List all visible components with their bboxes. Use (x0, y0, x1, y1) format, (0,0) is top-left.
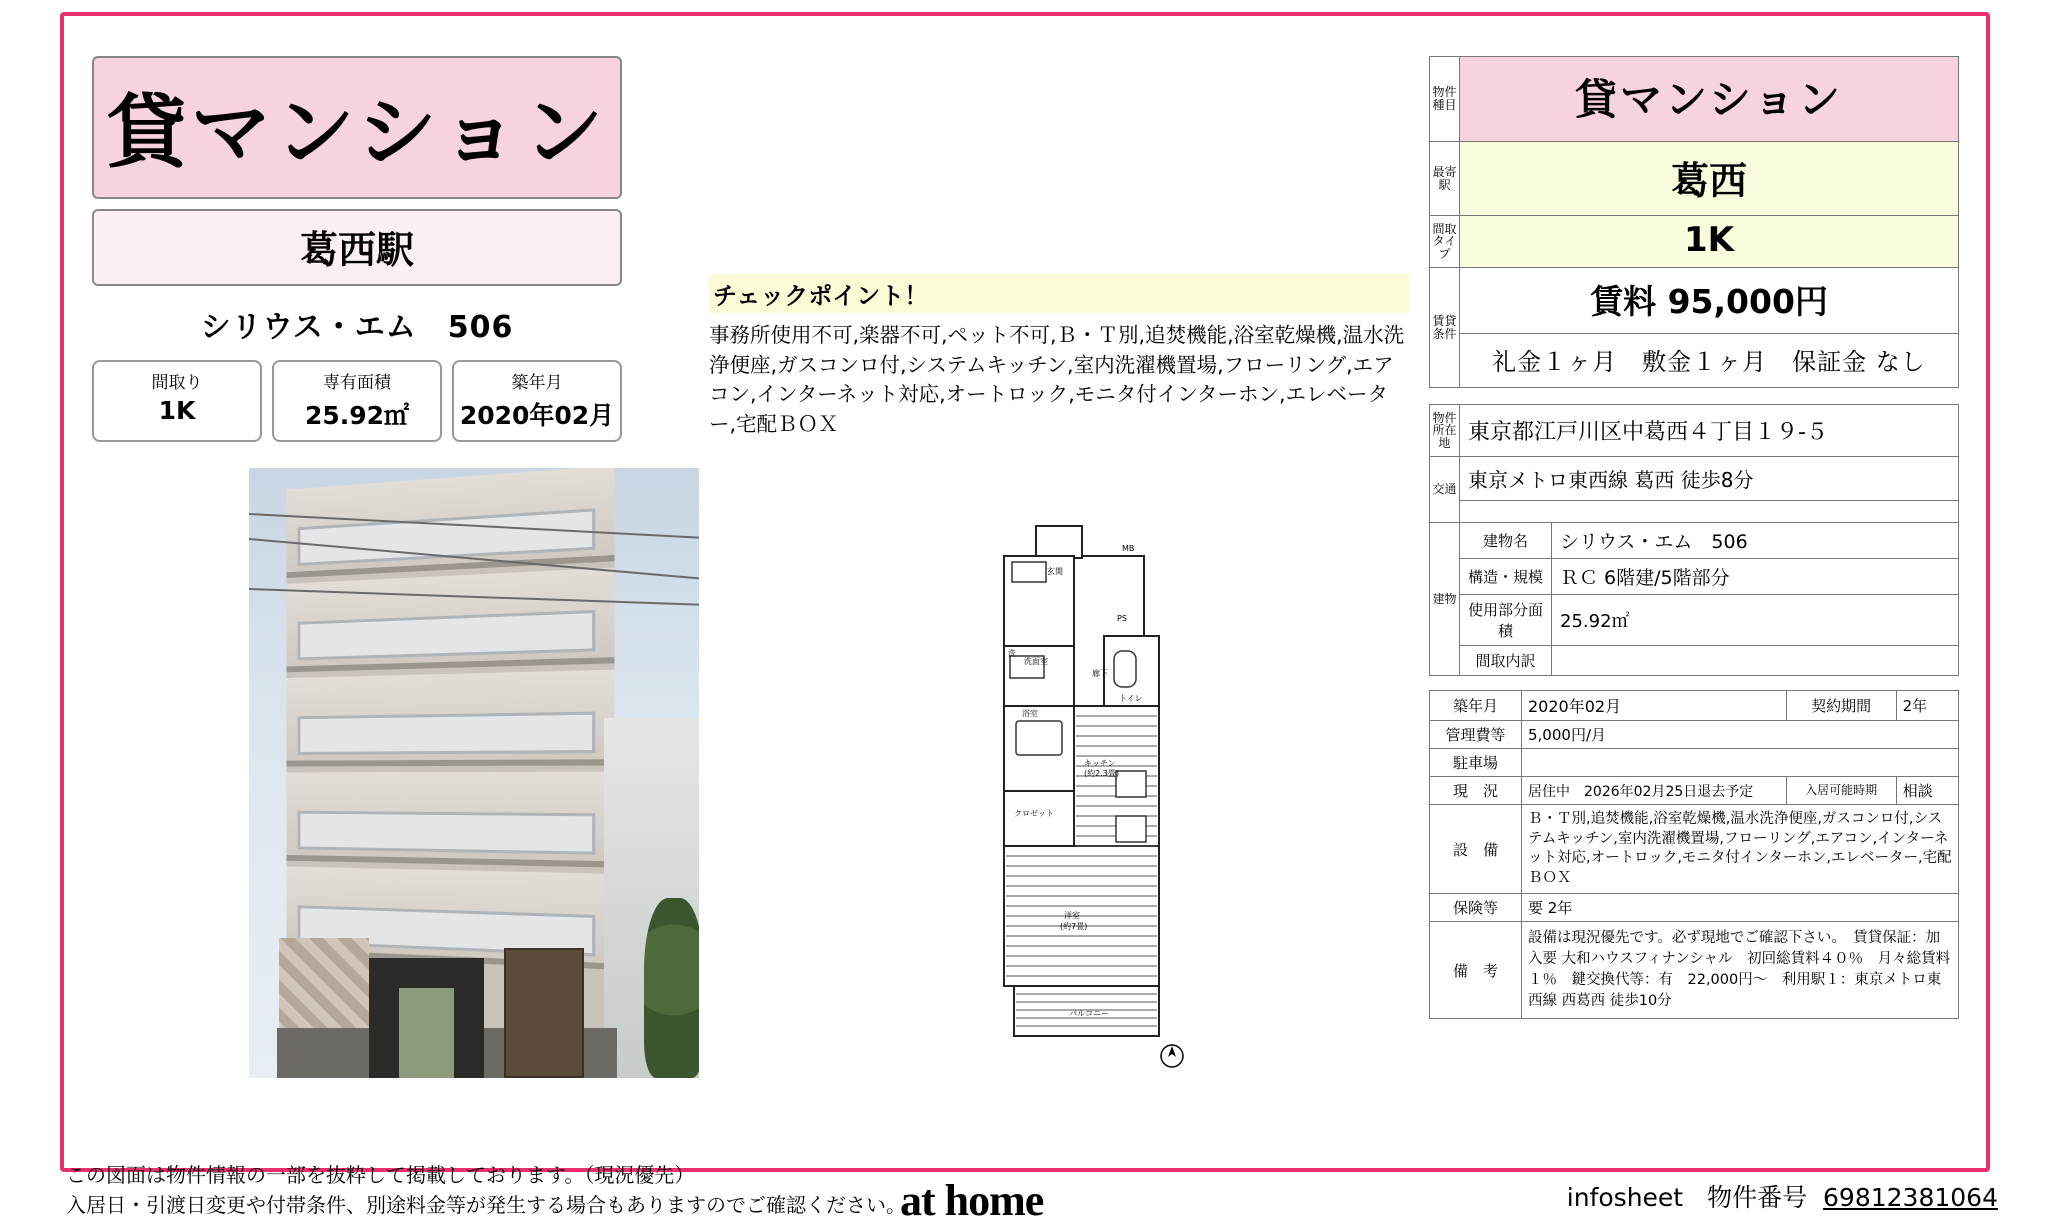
right-info-column (1429, 56, 1959, 1019)
detail-row-label-2: 使用部分面積 (1460, 595, 1552, 646)
detail-table (1429, 404, 1959, 676)
svg-text:浴室: 浴室 (1022, 709, 1038, 718)
cond-parking-label: 駐車場 (1430, 749, 1522, 777)
summary-station-value: 葛西 (1460, 142, 1959, 216)
cond-equip-label: 設 備 (1430, 805, 1522, 894)
cond-built-label: 築年月 (1430, 691, 1522, 721)
building-photo (249, 468, 699, 1078)
cond-status-value: 居住中 2026年02月25日退去予定 (1522, 777, 1787, 805)
svg-text:トイレ: トイレ (1119, 694, 1143, 703)
svg-text:(約2.3畳): (約2.3畳) (1084, 769, 1119, 778)
spec-layout-value: 1K (158, 396, 196, 425)
property-no-label: 物件番号 (1707, 1183, 1808, 1212)
cond-insurance-label: 保険等 (1430, 894, 1522, 922)
property-no-value: 69812381064 (1823, 1183, 1998, 1212)
svg-text:PS: PS (1117, 614, 1127, 623)
flyer-sheet (60, 12, 1990, 1172)
cond-movein-label: 入居可能時期 (1786, 777, 1896, 805)
spec-area-value: 25.92㎡ (304, 401, 410, 430)
cond-contract-value: 2年 (1896, 691, 1958, 721)
cond-mgmt-value: 5,000円/月 (1522, 721, 1959, 749)
svg-text:バルコニー: バルコニー (1069, 1009, 1109, 1018)
checkpoint-block (709, 274, 1409, 440)
cond-parking-value (1522, 749, 1959, 777)
photo-entrance-inner (399, 988, 454, 1078)
building-name-title: シリウス・エム 506 (200, 310, 514, 345)
spec-layout-label: 間取り (151, 373, 203, 393)
cond-movein-value: 相談 (1896, 777, 1958, 805)
cond-equip-value: Ｂ・Ｔ別,追焚機能,浴室乾燥機,温水洗浄便座,ガスコンロ付,システムキッチン,室内洗濯機置場,フローリング,エアコン,インターネット対応,オートロック,モニタ付インターホン,エレベーター,宅配ＢＯＸ (1522, 805, 1959, 894)
svg-text:洗: 洗 (1008, 649, 1016, 658)
spec-area (272, 360, 442, 442)
detail-row-value-3 (1552, 646, 1959, 676)
spec-layout (92, 360, 262, 442)
footer-note-line1: この図面は物件情報の一部を抜粋して掲載しております。（現況優先） (66, 1163, 695, 1187)
detail-address-label: 物件所在地 (1430, 405, 1460, 457)
photo-tree (644, 898, 699, 1078)
photo-door (504, 948, 584, 1078)
svg-text:廊下: 廊下 (1092, 669, 1108, 678)
cond-mgmt-label: 管理費等 (1430, 721, 1522, 749)
svg-text:洗面室: 洗面室 (1024, 657, 1048, 666)
detail-access-value: 東京メトロ東西線 葛西 徒歩8分 (1460, 457, 1959, 501)
checkpoint-title: チェックポイント！ (709, 274, 1409, 313)
footer-note (66, 1160, 926, 1220)
detail-row-value-1: ＲＣ 6階建/5階部分 (1552, 559, 1959, 595)
svg-text:MB: MB (1122, 544, 1135, 553)
cond-built-value: 2020年02月 (1522, 691, 1787, 721)
summary-table (1429, 56, 1959, 388)
spec-area-label: 専有面積 (323, 373, 391, 393)
conditions-table (1429, 690, 1959, 1019)
station-title: 葛西駅 (92, 209, 622, 286)
svg-text:玄関: 玄関 (1047, 567, 1063, 576)
svg-text:(約7畳): (約7畳) (1060, 922, 1088, 931)
detail-row-value-0: シリウス・エム 506 (1552, 523, 1959, 559)
summary-layout-value: 1K (1460, 216, 1959, 268)
cond-status-label: 現 況 (1430, 777, 1522, 805)
title-block (92, 56, 622, 442)
spec-built-label: 築年月 (511, 373, 563, 393)
cond-contract-label: 契約期間 (1786, 691, 1896, 721)
floorplan (944, 516, 1204, 1076)
spec-built-value: 2020年02月 (459, 401, 615, 430)
summary-type-label: 物件種目 (1430, 57, 1460, 142)
summary-rent-label: 賃貸条件 (1430, 268, 1460, 388)
svg-text:洋室: 洋室 (1064, 911, 1080, 920)
athome-logo-text: at home (900, 1176, 1044, 1225)
floorplan-drawing (944, 516, 1204, 1076)
page-title: 貸マンション (92, 56, 622, 199)
svg-text:クロゼット: クロゼット (1014, 809, 1054, 818)
summary-layout-label: 間取タイプ (1430, 216, 1460, 268)
detail-building-label: 建物 (1430, 523, 1460, 676)
detail-access-label: 交通 (1430, 457, 1460, 523)
detail-row-value-2: 25.92㎡ (1552, 595, 1959, 646)
summary-rent-value: 賃料 95,000円 (1460, 268, 1959, 334)
infosheet-label: infosheet (1566, 1183, 1684, 1212)
cond-remarks-label: 備 考 (1430, 922, 1522, 1019)
spec-row (92, 360, 622, 442)
summary-deposit-value: 礼金１ヶ月 敷金１ヶ月 保証金 なし (1460, 334, 1959, 388)
detail-access-blank (1460, 501, 1959, 523)
athome-logo (900, 1175, 1043, 1226)
summary-type-value: 貸マンション (1460, 57, 1959, 142)
cond-insurance-value: 要 2年 (1522, 894, 1959, 922)
detail-address-value: 東京都江戸川区中葛西４丁目１９‐５ (1460, 405, 1959, 457)
footer-note-line2: 入居日・引渡日変更や付帯条件、別途料金等が発生する場合もありますのでご確認ください。 (66, 1193, 906, 1217)
detail-row-label-1: 構造・規模 (1460, 559, 1552, 595)
summary-station-label: 最寄駅 (1430, 142, 1460, 216)
infosheet-block (1567, 1178, 1998, 1214)
svg-text:キッチン: キッチン (1084, 759, 1116, 768)
detail-row-label-0: 建物名 (1460, 523, 1552, 559)
spec-built (452, 360, 622, 442)
detail-row-label-3: 間取内訳 (1460, 646, 1552, 676)
checkpoint-body: 事務所使用不可,楽器不可,ペット不可,Ｂ・Ｔ別,追焚機能,浴室乾燥機,温水洗浄便座,ガスコンロ付,システムキッチン,室内洗濯機置場,フローリング,エアコン,インターネット対応,オートロック,モニタ付インターホン,エレベーター,宅配ＢＯＸ (709, 323, 1405, 437)
cond-remarks-value: 設備は現況優先です。必ず現地でご確認下さい。 賃貸保証：加入要 大和ハウスフィナンシャル 初回総賃料４０％ 月々総賃料１％ 鍵交換代等：有 22,000円～ 利用駅１：東京メトロ東西線 西葛西 徒歩10分 (1522, 922, 1959, 1019)
